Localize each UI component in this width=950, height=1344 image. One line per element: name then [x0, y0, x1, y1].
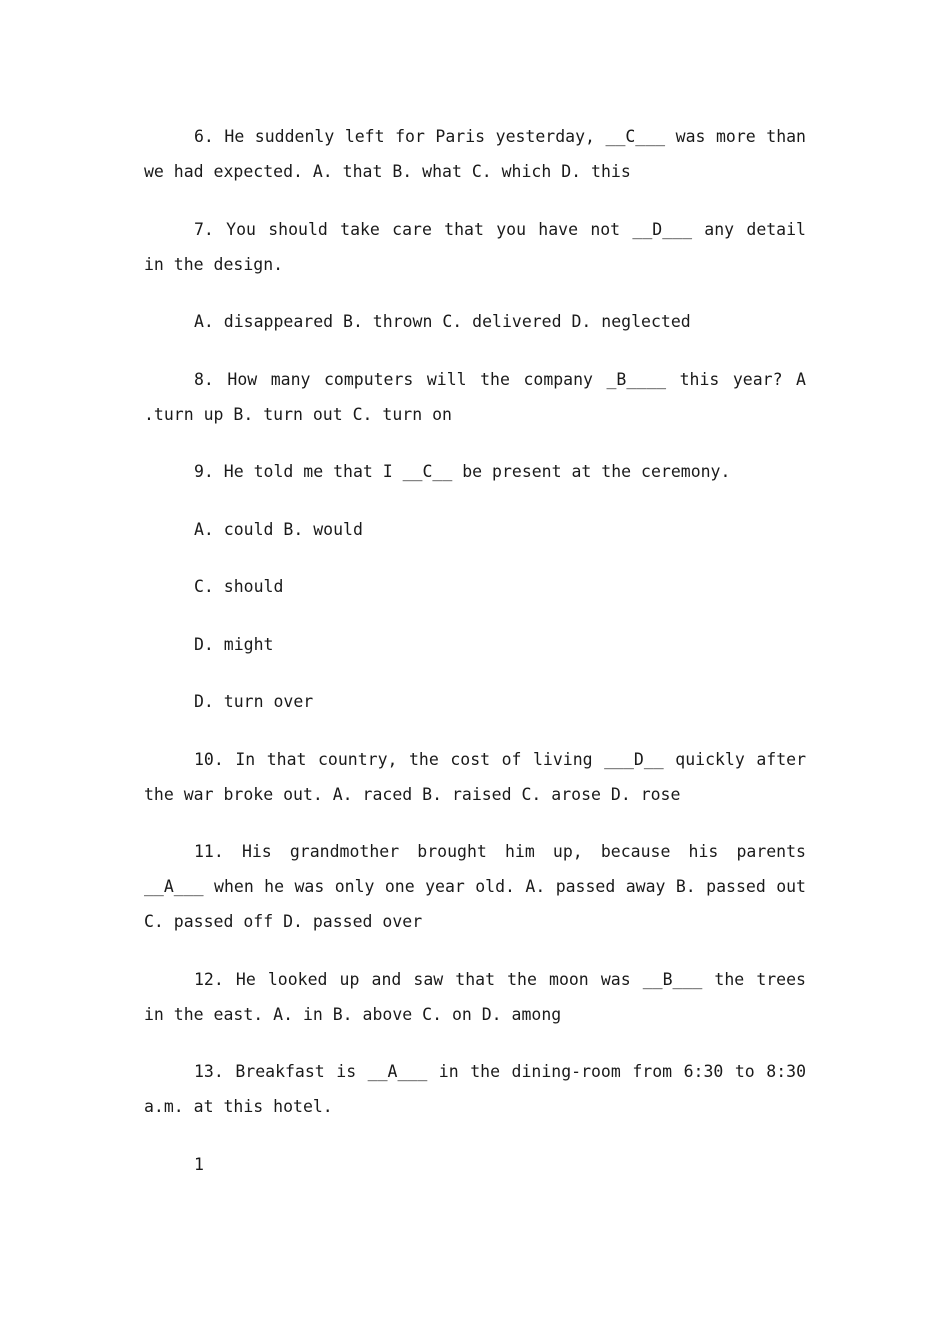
question-12: 12. He looked up and saw that the moon was __B___ the trees in the east. A. in B. above C. on D. among	[144, 970, 806, 1024]
question-6: 6. He suddenly left for Paris yesterday, __C___ was more than we had expected. A. that B. what C. which D. this	[144, 127, 806, 181]
question-10: 10. In that country, the cost of living ___D__ quickly after the war broke out. A. raced B. raised C. arose D. rose	[144, 750, 806, 804]
question-8: 8. How many computers will the company _B____ this year? A .turn up B. turn out C. turn on	[144, 370, 806, 424]
question-8-option-d: D. turn over	[194, 692, 314, 711]
question-9-option-c: C. should	[194, 577, 284, 596]
question-13: 13. Breakfast is __A___ in the dining-room from 6:30 to 8:30 a.m. at this hotel.	[144, 1062, 806, 1116]
question-7-options: A. disappeared B. thrown C. delivered D. neglected	[194, 312, 691, 331]
question-9-option-d: D. might	[194, 635, 274, 654]
question-9-options-ab: A. could B. would	[194, 520, 363, 539]
question-9: 9. He told me that I __C__ be present at the ceremony.	[194, 462, 731, 481]
question-11: 11. His grandmother brought him up, because his parents __A___ when he was only one year old. A. passed away B. passed out C. passed off D. passed over	[144, 842, 806, 931]
page-number: 1	[194, 1155, 204, 1174]
question-7: 7. You should take care that you have not __D___ any detail in the design.	[144, 220, 806, 274]
